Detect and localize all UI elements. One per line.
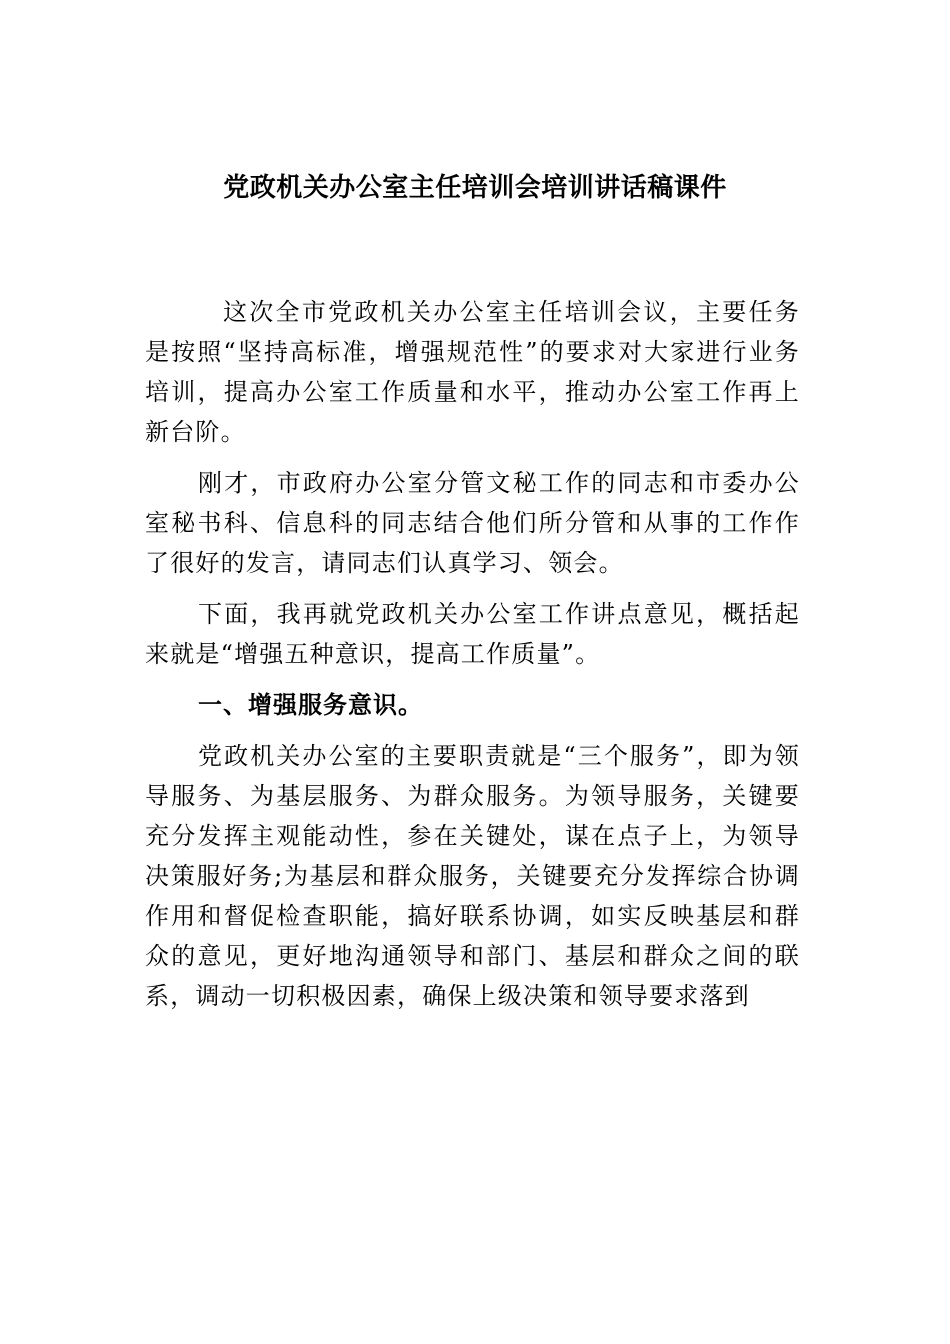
overview-paragraph: 下面，我再就党政机关办公室工作讲点意见，概括起来就是“增强五种意识，提高工作质量”。 [145, 600, 800, 668]
document-body [145, 292, 800, 1027]
section-1-paragraph: 党政机关办公室的主要职责就是“三个服务”，即为领导服务、为基层服务、为群众服务。为领导服务，关键要充分发挥主观能动性，参在关键处，谋在点子上，为领导决策服好务;为基层和群众服务，关键要充分发挥综合协调作用和督促检查职能，搞好联系协调，如实反映基层和群众的意见，更好地沟通领导和部门、基层和群众之间的联系，调动一切积极因素，确保上级决策和领导要求落到 [145, 742, 800, 1010]
section-1-heading: 一、增强服务意识。 [198, 691, 423, 719]
intro-paragraph: 这次全市党政机关办公室主任培训会议，主要任务是按照“坚持高标准，增强规范性”的要求对大家进行业务培训，提高办公室工作质量和水平，推动办公室工作再上新台阶。 [145, 298, 800, 446]
document-title: 党政机关办公室主任培训会培训讲话稿课件 [223, 173, 727, 203]
previous-speakers-paragraph: 刚才，市政府办公室分管文秘工作的同志和市委办公室秘书科、信息科的同志结合他们所分管和从事的工作作了很好的发言，请同志们认真学习、领会。 [145, 469, 800, 577]
